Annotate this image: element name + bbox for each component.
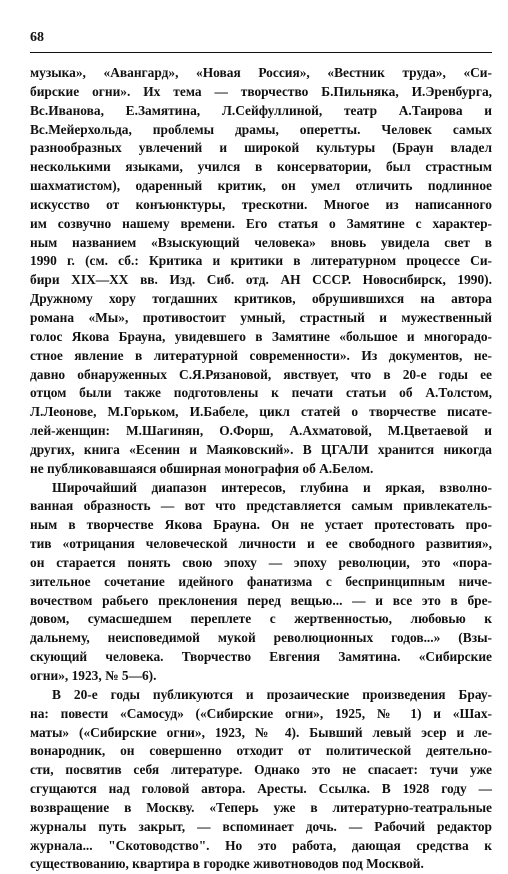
- text-line: Вс.Мейерхольда, проблемы драмы, оперетты. Человек самых: [30, 121, 492, 137]
- text-line: тив «отрицания человеческой личности и ее свободного развития»,: [30, 536, 492, 552]
- text-line: разнообразных увлечений и широкой культуры (Браун владел: [30, 140, 492, 156]
- text-line: ным названием «Взыскующий человека» вновь увидела свет в: [30, 234, 492, 250]
- text-line: отцом были также подготовлены к печати статьи об А.Толстом,: [30, 385, 492, 401]
- page-number: 68: [30, 30, 44, 45]
- text-line: бирские огни». Их тема — творчество Б.Пильняка, И.Эренбурга,: [30, 83, 492, 99]
- text-line: других, книга «Есенин и Маяковский». В ЦГАЛИ хранится никогда: [30, 441, 492, 457]
- paragraph: [30, 64, 492, 479]
- text-line: Л.Леонове, М.Горьком, И.Бабеле, цикл статей о творчестве писате-: [30, 404, 492, 420]
- text-line: сти, посвятив себя литературе. Однако это не спасает: тучи уже: [30, 762, 492, 778]
- body-text: [30, 64, 492, 874]
- text-line: искусство от конъюнктуры, трескотни. Многое из написанного: [30, 196, 492, 212]
- text-line: ванная образность — вот что представляется самым привлекатель-: [30, 498, 492, 514]
- text-line: существованию, квартира в городке животноводов под Москвой.: [30, 856, 424, 872]
- text-line: довом, сумасшедшем переплете с жертвенностью, любовью к: [30, 611, 492, 627]
- paragraph: [30, 686, 492, 874]
- header-rule: [30, 52, 492, 53]
- text-line: Широчайший диапазон интересов, глубина и яркая, взволно-: [52, 479, 492, 495]
- text-line: дальнему, неисповедимой мукой революционных годов...» (Взы-: [30, 630, 492, 646]
- text-line: журналы путь закрыт, — вспоминает дочь. — Рабочий редактор: [30, 818, 492, 834]
- text-line: В 20-е годы публикуются и прозаические произведения Брау-: [52, 686, 492, 702]
- paragraph: [30, 479, 492, 686]
- text-line: журнала... "Скотоводство". Но это работа, дающая средства к: [30, 837, 492, 853]
- text-line: Вс.Иванова, Е.Замятина, Л.Сейфуллиной, театр А.Таирова и: [30, 102, 492, 118]
- text-line: музыка», «Авангард», «Новая Россия», «Вестник труда», «Си-: [30, 65, 492, 80]
- text-line: им созвучно нашему времени. Его статья о Замятине с характер-: [30, 215, 492, 231]
- text-line: 1990 г. (см. сб.: Критика и критики в литературном процессе Си-: [30, 253, 492, 269]
- text-line: маты» («Сибирские огни», 1923, № 4). Бывший левый эсер и ле-: [30, 724, 492, 740]
- text-line: сгущаются над головой автора. Аресты. Ссылка. В 1928 году —: [30, 781, 492, 797]
- text-line: вочеством рабьего преклонения перед вещью... — и все это в бре-: [30, 592, 492, 608]
- text-line: давно обнаруженных С.Я.Рязановой, явствует, что в 20-е годы ее: [30, 366, 492, 382]
- text-line: стное явление в литературной современности». Из документов, не-: [30, 347, 492, 363]
- text-line: он старается понять свою эпоху — эпоху революции, это «пора-: [30, 554, 492, 570]
- text-line: бири XIX—XX вв. Изд. Сиб. отд. АН СССР. Новосибирск, 1990).: [30, 272, 492, 288]
- text-line: возвращение в Москву. «Теперь уже в литературно-театральные: [30, 799, 492, 815]
- text-line: несколькими языками, учился в консерватории, был страстным: [30, 159, 492, 175]
- text-line: голос Якова Брауна, увидевшего в Замятине «большое и многорадо-: [30, 328, 492, 344]
- text-line: лей-женщин: М.Шагинян, О.Форш, А.Ахматовой, М.Цветаевой и: [30, 423, 492, 439]
- text-line: шахматистом), одаренный критик, он умел отличить подлинное: [30, 178, 492, 194]
- text-line: огни», 1923, № 5—6).: [30, 668, 157, 683]
- text-line: скующий человека. Творчество Евгения Замятина. «Сибирские: [30, 649, 492, 665]
- text-line: вонародник, он совершенно отходит от политической деятельно-: [30, 743, 492, 759]
- text-line: зительное сочетание идейного фанатизма с беспринципным ниче-: [30, 573, 492, 589]
- text-line: на: повести «Самосуд» («Сибирские огни», 1925, № 1) и «Шах-: [30, 705, 492, 721]
- text-line: романа «Мы», противостоит умный, страстный и мужественный: [30, 309, 492, 325]
- text-line: ным в творчестве Якова Брауна. Он не устает протестовать про-: [30, 517, 492, 533]
- text-line: Дружному хору тогдашних критиков, обрушившихся на автора: [30, 291, 492, 307]
- text-line: не публиковавшаяся обширная монография об А.Белом.: [30, 460, 374, 476]
